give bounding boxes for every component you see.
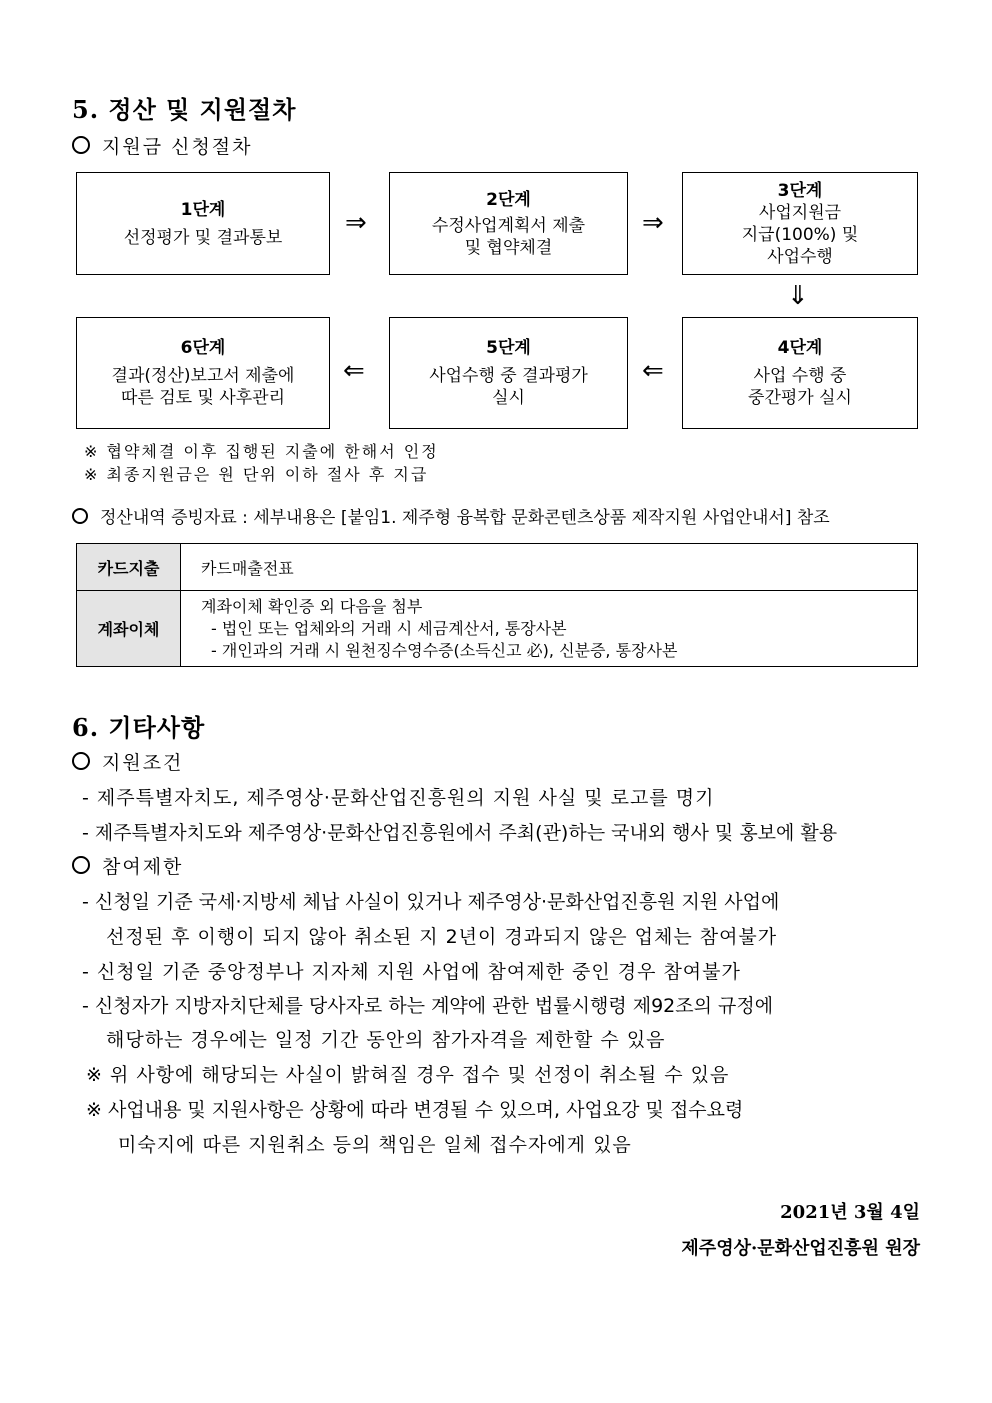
step-stage: 2단계 <box>486 189 531 210</box>
warning-line: ※ 위 사항에 해당되는 사실이 밝혀질 경우 접수 및 선정이 취소될 수 있음 <box>86 1064 730 1086</box>
row-label: 계좌이체 <box>77 591 181 667</box>
circle-bullet-icon <box>72 752 90 770</box>
arrow-right-icon: ⇒ <box>345 208 367 238</box>
restrictions-heading: 참여제한 <box>72 852 183 879</box>
step-stage: 5단계 <box>486 338 531 358</box>
warning-line: 미숙지에 따른 지원취소 등의 책임은 일체 접수자에게 있음 <box>118 1134 632 1156</box>
arrow-left-icon: ⇐ <box>642 356 664 386</box>
condition-item: - 제주특별자치도와 제주영상·문화산업진흥원에서 주최(관)하는 국내외 행사 및 홍보에 활용 <box>82 822 838 844</box>
step-stage: 1단계 <box>180 199 226 220</box>
restriction-line: - 신청일 기준 국세·지방세 체납 사실이 있거나 제주영상·문화산업진흥원 지원 사업에 <box>82 891 780 913</box>
arrow-left-icon: ⇐ <box>343 356 365 386</box>
step-text: 선정평가 및 결과통보 <box>123 227 283 248</box>
row-line: - 법인 또는 업체와의 거래 시 세금계산서, 통장사본 <box>211 618 567 638</box>
step-text: 사업 수행 중 중간평가 실시 <box>748 366 852 408</box>
step-stage: 3단계 <box>777 180 823 201</box>
step-text: 사업수행 중 결과평가 실시 <box>429 366 588 408</box>
section-5-title: 5. 정산 및 지원절차 <box>72 95 297 124</box>
table-row <box>77 591 918 667</box>
arrow-down-icon: ⇓ <box>787 281 809 311</box>
evidence-table <box>76 543 918 667</box>
condition-item: - 제주특별자치도, 제주영상·문화산업진흥원의 지원 사실 및 로고를 명기 <box>82 787 715 809</box>
signature: 제주영상·문화산업진흥원 원장 <box>681 1238 920 1259</box>
step-box-1 <box>76 172 330 275</box>
step-text: 결과(정산)보고서 제출에 따른 검토 및 사후관리 <box>111 366 295 408</box>
step-box-2 <box>389 172 628 275</box>
evidence-heading: 정산내역 증빙자료 : 세부내용은 [붙임1. 제주형 융복합 문화콘텐츠상품 제작지원 사업안내서] 참조 <box>72 503 830 528</box>
note-line: ※ 협약체결 이후 집행된 지출에 한해서 인정 <box>84 442 439 461</box>
circle-bullet-icon <box>72 136 90 154</box>
row-label: 카드지출 <box>77 544 181 591</box>
step-box-6 <box>76 317 330 429</box>
row-value: 카드매출전표 <box>181 544 918 591</box>
arrow-right-icon: ⇒ <box>642 208 664 238</box>
restriction-line: - 신청자가 지방자치단체를 당사자로 하는 계약에 관한 법률시행령 제92조의 규정에 <box>82 995 774 1017</box>
step-text: 수정사업계획서 제출 및 협약체결 <box>431 215 586 258</box>
section-6-title: 6. 기타사항 <box>72 713 206 742</box>
warning-line: ※ 사업내용 및 지원사항은 상황에 따라 변경될 수 있으며, 사업요강 및 접수요령 <box>86 1099 744 1121</box>
circle-bullet-icon <box>72 856 90 874</box>
restriction-line: - 신청일 기준 중앙정부나 지자체 지원 사업에 참여제한 중인 경우 참여불가 <box>82 961 741 983</box>
step-stage: 6단계 <box>180 338 226 358</box>
step-box-4 <box>682 317 918 429</box>
issue-date: 2021년 3월 4일 <box>780 1202 920 1223</box>
circle-bullet-icon <box>72 508 88 524</box>
step-text: 사업지원금 지급(100%) 및 사업수행 <box>741 202 859 267</box>
note-line: ※ 최종지원금은 원 단위 이하 절사 후 지급 <box>84 465 429 484</box>
row-line: 계좌이체 확인증 외 다음을 첨부 <box>201 596 423 616</box>
conditions-heading: 지원조건 <box>72 748 183 775</box>
restriction-line: 선정된 후 이행이 되지 않아 취소된 지 2년이 경과되지 않은 업체는 참여불가 <box>106 926 778 948</box>
step-box-3 <box>682 172 918 275</box>
procedure-heading: 지원금 신청절차 <box>72 132 253 159</box>
step-stage: 4단계 <box>777 338 823 358</box>
table-row <box>77 544 918 591</box>
restriction-line: 해당하는 경우에는 일정 기간 동안의 참가자격을 제한할 수 있음 <box>106 1029 666 1051</box>
row-line: - 개인과의 거래 시 원천징수영수증(소득신고 必), 신분증, 통장사본 <box>211 640 678 660</box>
step-box-5 <box>389 317 628 429</box>
row-value <box>181 591 918 667</box>
